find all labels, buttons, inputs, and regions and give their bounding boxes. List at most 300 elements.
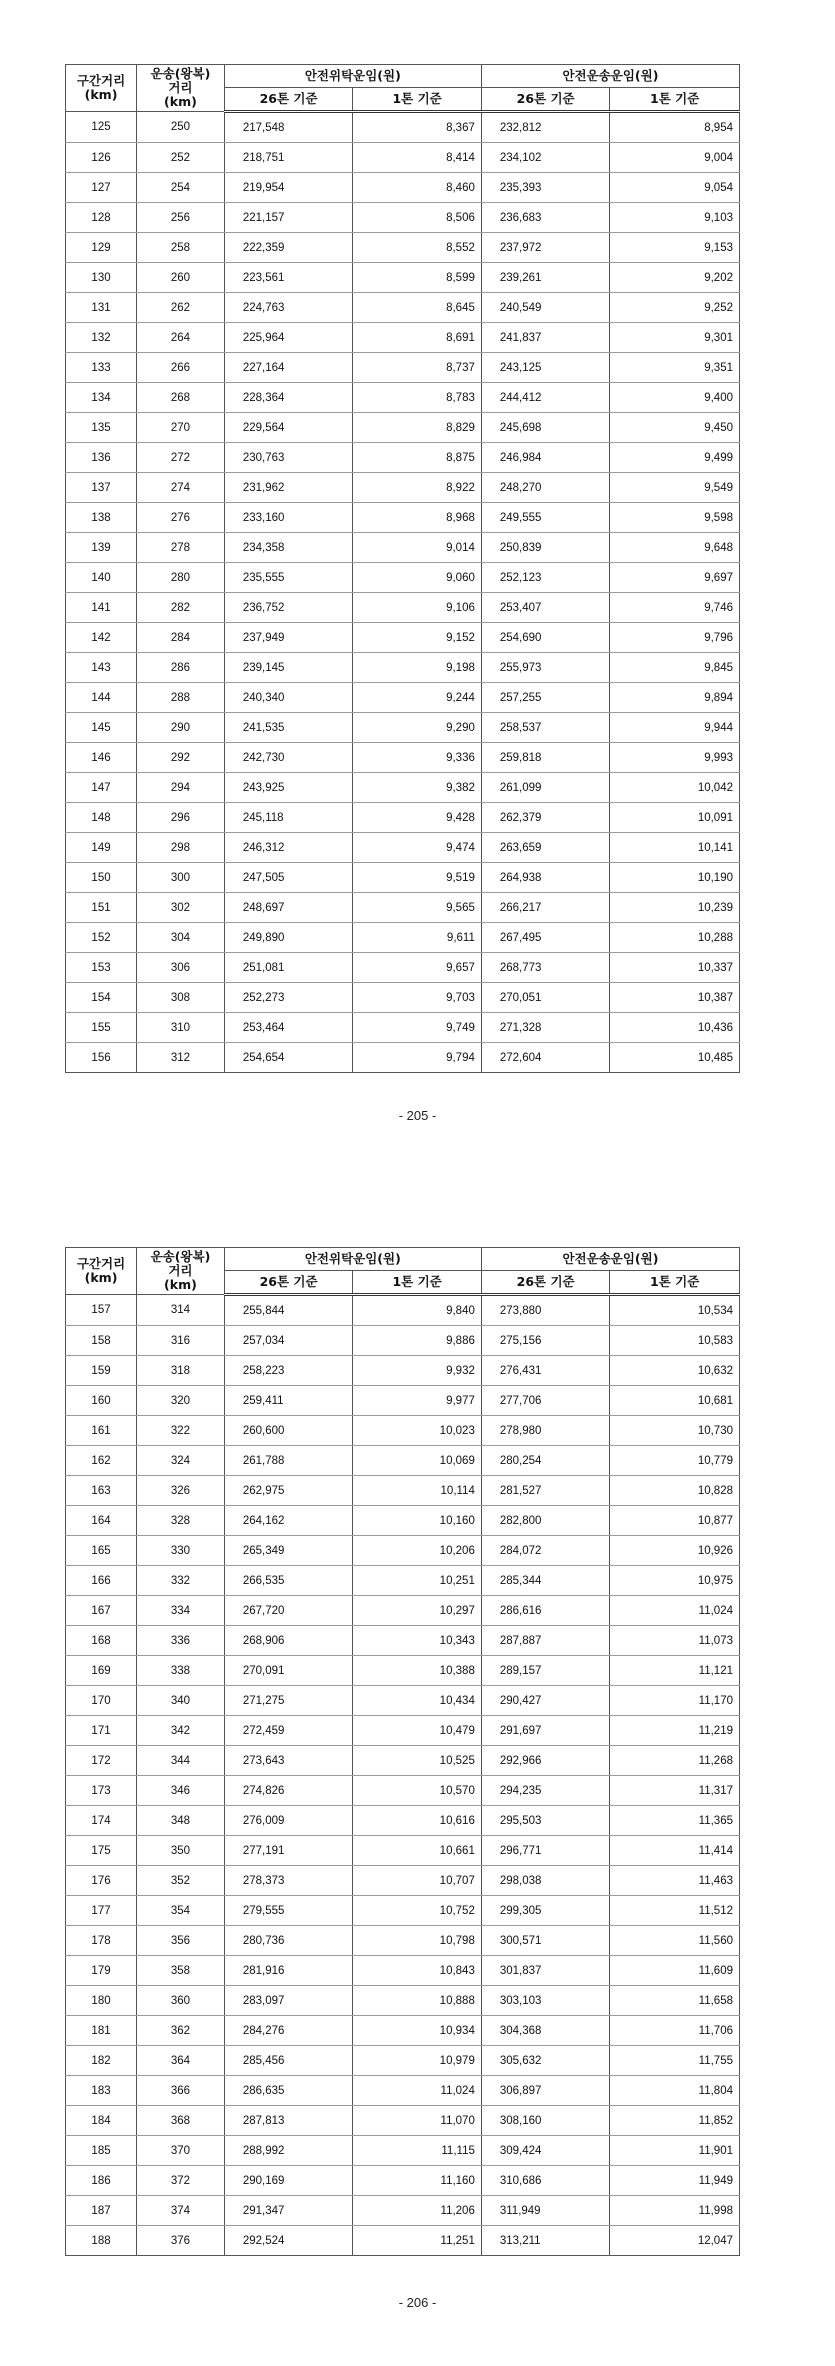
cell-transport-1ton: 9,648 [610,533,740,563]
cell-consign-26ton: 249,890 [224,923,353,953]
table-row [66,203,740,233]
cell-distance: 126 [66,143,137,173]
cell-consign-26ton: 236,752 [224,593,353,623]
header-transport-label: 운송(왕복) [150,1249,211,1264]
cell-transport-1ton: 9,054 [610,173,740,203]
cell-transport-26ton: 289,157 [481,1656,610,1686]
table-row [66,293,740,323]
cell-transport-26ton: 239,261 [481,263,610,293]
cell-transport-26ton: 305,632 [481,2046,610,2076]
cell-transport-26ton: 262,379 [481,803,610,833]
table-row [66,323,740,353]
cell-distance: 177 [66,1896,137,1926]
cell-consign-26ton: 267,720 [224,1596,353,1626]
cell-transport-distance: 302 [137,893,225,923]
cell-consign-26ton: 284,276 [224,2016,353,2046]
cell-transport-distance: 278 [137,533,225,563]
cell-distance: 144 [66,683,137,713]
cell-consign-26ton: 274,826 [224,1776,353,1806]
cell-transport-distance: 286 [137,653,225,683]
cell-distance: 153 [66,953,137,983]
table-row [66,1566,740,1596]
cell-distance: 172 [66,1746,137,1776]
table-row [66,713,740,743]
cell-consign-1ton: 9,611 [353,923,482,953]
cell-consign-1ton: 10,843 [353,1956,482,1986]
cell-transport-distance: 288 [137,683,225,713]
cell-transport-26ton: 278,980 [481,1416,610,1446]
table-row [66,1746,740,1776]
cell-consign-26ton: 257,034 [224,1326,353,1356]
header-transport-distance [137,1248,225,1295]
cell-distance: 162 [66,1446,137,1476]
cell-distance: 158 [66,1326,137,1356]
cell-consign-26ton: 242,730 [224,743,353,773]
cell-transport-26ton: 243,125 [481,353,610,383]
cell-transport-26ton: 272,604 [481,1043,610,1073]
cell-distance: 175 [66,1836,137,1866]
cell-transport-1ton: 10,042 [610,773,740,803]
cell-distance: 147 [66,773,137,803]
cell-consign-26ton: 262,975 [224,1476,353,1506]
cell-transport-26ton: 308,160 [481,2106,610,2136]
cell-transport-26ton: 263,659 [481,833,610,863]
cell-distance: 183 [66,2076,137,2106]
cell-distance: 143 [66,653,137,683]
cell-distance: 164 [66,1506,137,1536]
cell-transport-1ton: 9,944 [610,713,740,743]
cell-consign-26ton: 229,564 [224,413,353,443]
cell-distance: 139 [66,533,137,563]
cell-transport-1ton: 9,004 [610,143,740,173]
cell-transport-26ton: 235,393 [481,173,610,203]
cell-transport-distance: 348 [137,1806,225,1836]
cell-consign-26ton: 291,347 [224,2196,353,2226]
cell-transport-26ton: 240,549 [481,293,610,323]
cell-transport-distance: 340 [137,1686,225,1716]
cell-consign-1ton: 9,749 [353,1013,482,1043]
table-row [66,1836,740,1866]
cell-distance: 138 [66,503,137,533]
cell-transport-distance: 274 [137,473,225,503]
cell-consign-1ton: 10,888 [353,1986,482,2016]
cell-transport-1ton: 10,583 [610,1326,740,1356]
header-transport-unit: (km) [164,1277,197,1292]
table-row [66,1326,740,1356]
table-row [66,833,740,863]
cell-transport-distance: 376 [137,2226,225,2256]
table-row [66,383,740,413]
header-transport-label-2: 거리 [168,80,193,95]
cell-transport-26ton: 287,887 [481,1626,610,1656]
cell-consign-1ton: 9,014 [353,533,482,563]
cell-consign-1ton: 10,023 [353,1416,482,1446]
cell-transport-distance: 320 [137,1386,225,1416]
cell-transport-26ton: 259,818 [481,743,610,773]
cell-distance: 167 [66,1596,137,1626]
cell-transport-distance: 350 [137,1836,225,1866]
cell-transport-26ton: 292,966 [481,1746,610,1776]
header-transport-distance [137,65,225,112]
cell-consign-1ton: 8,506 [353,203,482,233]
cell-consign-1ton: 9,290 [353,713,482,743]
table-row [66,2226,740,2256]
cell-consign-26ton: 253,464 [224,1013,353,1043]
cell-distance: 129 [66,233,137,263]
cell-consign-1ton: 9,198 [353,653,482,683]
cell-transport-distance: 330 [137,1536,225,1566]
cell-consign-26ton: 240,340 [224,683,353,713]
cell-distance: 160 [66,1386,137,1416]
cell-transport-distance: 358 [137,1956,225,1986]
cell-transport-26ton: 261,099 [481,773,610,803]
table-row [66,1446,740,1476]
cell-consign-26ton: 292,524 [224,2226,353,2256]
cell-transport-26ton: 270,051 [481,983,610,1013]
table-row [66,413,740,443]
cell-transport-26ton: 237,972 [481,233,610,263]
cell-transport-1ton: 11,365 [610,1806,740,1836]
cell-consign-26ton: 265,349 [224,1536,353,1566]
header-transport-label-2: 거리 [168,1263,193,1278]
cell-consign-1ton: 9,886 [353,1326,482,1356]
cell-consign-1ton: 11,024 [353,2076,482,2106]
cell-transport-26ton: 284,072 [481,1536,610,1566]
cell-consign-26ton: 228,364 [224,383,353,413]
fare-table [65,1247,740,2256]
cell-transport-26ton: 286,616 [481,1596,610,1626]
cell-consign-1ton: 9,519 [353,863,482,893]
cell-consign-26ton: 227,164 [224,353,353,383]
cell-consign-26ton: 225,964 [224,323,353,353]
cell-consign-26ton: 290,169 [224,2166,353,2196]
cell-transport-1ton: 10,877 [610,1506,740,1536]
cell-transport-26ton: 281,527 [481,1476,610,1506]
cell-consign-26ton: 259,411 [224,1386,353,1416]
cell-transport-26ton: 245,698 [481,413,610,443]
cell-transport-26ton: 300,571 [481,1926,610,1956]
cell-transport-distance: 316 [137,1326,225,1356]
cell-transport-26ton: 234,102 [481,143,610,173]
cell-transport-26ton: 301,837 [481,1956,610,1986]
cell-distance: 151 [66,893,137,923]
table-row [66,2166,740,2196]
cell-transport-1ton: 11,121 [610,1656,740,1686]
table-row [66,443,740,473]
cell-transport-1ton: 10,926 [610,1536,740,1566]
table-row [66,173,740,203]
cell-distance: 128 [66,203,137,233]
cell-consign-26ton: 288,992 [224,2136,353,2166]
cell-distance: 181 [66,2016,137,2046]
table-row [66,1476,740,1506]
cell-transport-distance: 284 [137,623,225,653]
cell-consign-1ton: 9,840 [353,1295,482,1326]
table-row [66,1686,740,1716]
cell-distance: 148 [66,803,137,833]
cell-consign-26ton: 233,160 [224,503,353,533]
cell-transport-1ton: 9,202 [610,263,740,293]
cell-consign-26ton: 235,555 [224,563,353,593]
cell-consign-26ton: 237,949 [224,623,353,653]
cell-consign-1ton: 8,367 [353,112,482,143]
table-row [66,923,740,953]
header-consign-26ton: 26톤 기준 [224,88,353,112]
header-group-transport: 안전운송운임(원) [481,1248,739,1271]
cell-distance: 140 [66,563,137,593]
cell-consign-1ton: 10,707 [353,1866,482,1896]
cell-distance: 171 [66,1716,137,1746]
cell-transport-distance: 374 [137,2196,225,2226]
cell-transport-1ton: 11,609 [610,1956,740,1986]
cell-consign-1ton: 10,979 [353,2046,482,2076]
cell-transport-26ton: 255,973 [481,653,610,683]
table-row [66,2196,740,2226]
cell-transport-26ton: 250,839 [481,533,610,563]
cell-transport-1ton: 9,796 [610,623,740,653]
cell-transport-distance: 308 [137,983,225,1013]
page-number: - 205 - [398,1108,437,1123]
cell-consign-1ton: 8,737 [353,353,482,383]
cell-transport-distance: 298 [137,833,225,863]
cell-transport-distance: 322 [137,1416,225,1446]
cell-transport-26ton: 296,771 [481,1836,610,1866]
cell-consign-26ton: 252,273 [224,983,353,1013]
cell-transport-1ton: 9,549 [610,473,740,503]
cell-distance: 134 [66,383,137,413]
cell-distance: 188 [66,2226,137,2256]
table-row [66,1656,740,1686]
table-row [66,263,740,293]
cell-transport-26ton: 291,697 [481,1716,610,1746]
cell-consign-26ton: 273,643 [224,1746,353,1776]
table-row [66,2016,740,2046]
cell-consign-26ton: 219,954 [224,173,353,203]
cell-transport-1ton: 10,436 [610,1013,740,1043]
cell-consign-26ton: 276,009 [224,1806,353,1836]
cell-distance: 137 [66,473,137,503]
table-row [66,983,740,1013]
table-row [66,743,740,773]
cell-transport-distance: 304 [137,923,225,953]
cell-transport-1ton: 10,288 [610,923,740,953]
table-row [66,473,740,503]
cell-transport-1ton: 9,894 [610,683,740,713]
cell-transport-26ton: 271,328 [481,1013,610,1043]
cell-transport-distance: 354 [137,1896,225,1926]
cell-transport-distance: 262 [137,293,225,323]
cell-consign-1ton: 9,565 [353,893,482,923]
cell-consign-26ton: 261,788 [224,1446,353,1476]
header-distance-label: 구간거리 [76,1256,126,1271]
cell-consign-26ton: 285,456 [224,2046,353,2076]
cell-distance: 145 [66,713,137,743]
cell-transport-26ton: 309,424 [481,2136,610,2166]
cell-consign-1ton: 8,829 [353,413,482,443]
cell-distance: 165 [66,1536,137,1566]
cell-transport-distance: 280 [137,563,225,593]
cell-consign-1ton: 10,114 [353,1476,482,1506]
cell-consign-1ton: 10,479 [353,1716,482,1746]
fare-table-body [66,1295,740,2256]
cell-distance: 154 [66,983,137,1013]
cell-transport-distance: 282 [137,593,225,623]
cell-transport-1ton: 11,658 [610,1986,740,2016]
cell-transport-distance: 276 [137,503,225,533]
table-row [66,1013,740,1043]
cell-consign-1ton: 10,752 [353,1896,482,1926]
cell-distance: 174 [66,1806,137,1836]
cell-consign-26ton: 248,697 [224,893,353,923]
cell-transport-distance: 366 [137,2076,225,2106]
cell-consign-26ton: 258,223 [224,1356,353,1386]
cell-distance: 159 [66,1356,137,1386]
cell-distance: 163 [66,1476,137,1506]
cell-distance: 179 [66,1956,137,1986]
header-transport-label: 운송(왕복) [150,66,211,81]
cell-transport-distance: 266 [137,353,225,383]
cell-transport-1ton: 9,845 [610,653,740,683]
header-distance-unit: (km) [84,1270,118,1285]
cell-distance: 157 [66,1295,137,1326]
cell-transport-1ton: 9,993 [610,743,740,773]
page-number: - 206 - [398,2295,437,2310]
cell-transport-distance: 342 [137,1716,225,1746]
cell-transport-1ton: 11,170 [610,1686,740,1716]
cell-consign-1ton: 8,968 [353,503,482,533]
table-row [66,2046,740,2076]
fare-table [65,64,740,1073]
table-row [66,803,740,833]
cell-distance: 141 [66,593,137,623]
table-row [66,503,740,533]
cell-consign-26ton: 277,191 [224,1836,353,1866]
cell-distance: 149 [66,833,137,863]
cell-transport-26ton: 280,254 [481,1446,610,1476]
cell-transport-26ton: 266,217 [481,893,610,923]
cell-transport-1ton: 11,706 [610,2016,740,2046]
cell-transport-1ton: 10,975 [610,1566,740,1596]
cell-consign-1ton: 8,460 [353,173,482,203]
cell-transport-1ton: 10,387 [610,983,740,1013]
cell-consign-26ton: 287,813 [224,2106,353,2136]
cell-transport-distance: 296 [137,803,225,833]
cell-transport-26ton: 303,103 [481,1986,610,2016]
cell-transport-26ton: 299,305 [481,1896,610,1926]
cell-distance: 169 [66,1656,137,1686]
cell-transport-distance: 260 [137,263,225,293]
cell-transport-distance: 270 [137,413,225,443]
cell-consign-1ton: 10,206 [353,1536,482,1566]
cell-consign-1ton: 9,244 [353,683,482,713]
cell-consign-1ton: 8,875 [353,443,482,473]
cell-consign-26ton: 268,906 [224,1626,353,1656]
cell-consign-1ton: 9,152 [353,623,482,653]
cell-transport-1ton: 8,954 [610,112,740,143]
cell-distance: 135 [66,413,137,443]
table-row [66,1716,740,1746]
cell-consign-1ton: 8,922 [353,473,482,503]
cell-transport-distance: 252 [137,143,225,173]
cell-transport-1ton: 10,534 [610,1295,740,1326]
cell-consign-1ton: 9,060 [353,563,482,593]
cell-transport-1ton: 10,485 [610,1043,740,1073]
cell-consign-1ton: 10,297 [353,1596,482,1626]
cell-consign-1ton: 8,414 [353,143,482,173]
table-row [66,2106,740,2136]
cell-distance: 146 [66,743,137,773]
cell-distance: 180 [66,1986,137,2016]
cell-consign-26ton: 255,844 [224,1295,353,1326]
cell-distance: 150 [66,863,137,893]
cell-transport-1ton: 10,681 [610,1386,740,1416]
cell-distance: 130 [66,263,137,293]
cell-transport-1ton: 10,239 [610,893,740,923]
table-row [66,533,740,563]
cell-transport-distance: 292 [137,743,225,773]
cell-transport-1ton: 11,560 [610,1926,740,1956]
cell-distance: 152 [66,923,137,953]
cell-transport-1ton: 9,697 [610,563,740,593]
cell-distance: 161 [66,1416,137,1446]
cell-consign-26ton: 230,763 [224,443,353,473]
document-page-206 [0,1183,835,2366]
cell-transport-1ton: 11,268 [610,1746,740,1776]
cell-transport-1ton: 11,949 [610,2166,740,2196]
cell-consign-1ton: 10,570 [353,1776,482,1806]
table-row [66,1986,740,2016]
cell-distance: 136 [66,443,137,473]
cell-distance: 168 [66,1626,137,1656]
table-row [66,1416,740,1446]
table-row [66,1806,740,1836]
cell-distance: 156 [66,1043,137,1073]
cell-transport-1ton: 11,804 [610,2076,740,2106]
cell-distance: 133 [66,353,137,383]
cell-transport-distance: 356 [137,1926,225,1956]
table-row [66,1386,740,1416]
table-row [66,233,740,263]
cell-transport-1ton: 9,103 [610,203,740,233]
cell-consign-26ton: 231,962 [224,473,353,503]
cell-consign-26ton: 272,459 [224,1716,353,1746]
table-row [66,143,740,173]
cell-transport-26ton: 273,880 [481,1295,610,1326]
fare-table-header [66,1248,740,1295]
cell-transport-1ton: 10,632 [610,1356,740,1386]
cell-transport-distance: 328 [137,1506,225,1536]
table-row [66,353,740,383]
cell-distance: 166 [66,1566,137,1596]
header-distance [66,1248,137,1295]
cell-distance: 182 [66,2046,137,2076]
cell-consign-1ton: 10,388 [353,1656,482,1686]
cell-consign-1ton: 9,703 [353,983,482,1013]
cell-distance: 176 [66,1866,137,1896]
cell-consign-1ton: 9,794 [353,1043,482,1073]
cell-consign-1ton: 8,552 [353,233,482,263]
cell-consign-26ton: 239,145 [224,653,353,683]
cell-transport-distance: 300 [137,863,225,893]
header-consign-1ton: 1톤 기준 [353,1271,482,1295]
table-row [66,1596,740,1626]
cell-transport-26ton: 248,270 [481,473,610,503]
cell-consign-26ton: 246,312 [224,833,353,863]
cell-transport-distance: 364 [137,2046,225,2076]
cell-consign-26ton: 247,505 [224,863,353,893]
table-row [66,1956,740,1986]
cell-transport-26ton: 252,123 [481,563,610,593]
